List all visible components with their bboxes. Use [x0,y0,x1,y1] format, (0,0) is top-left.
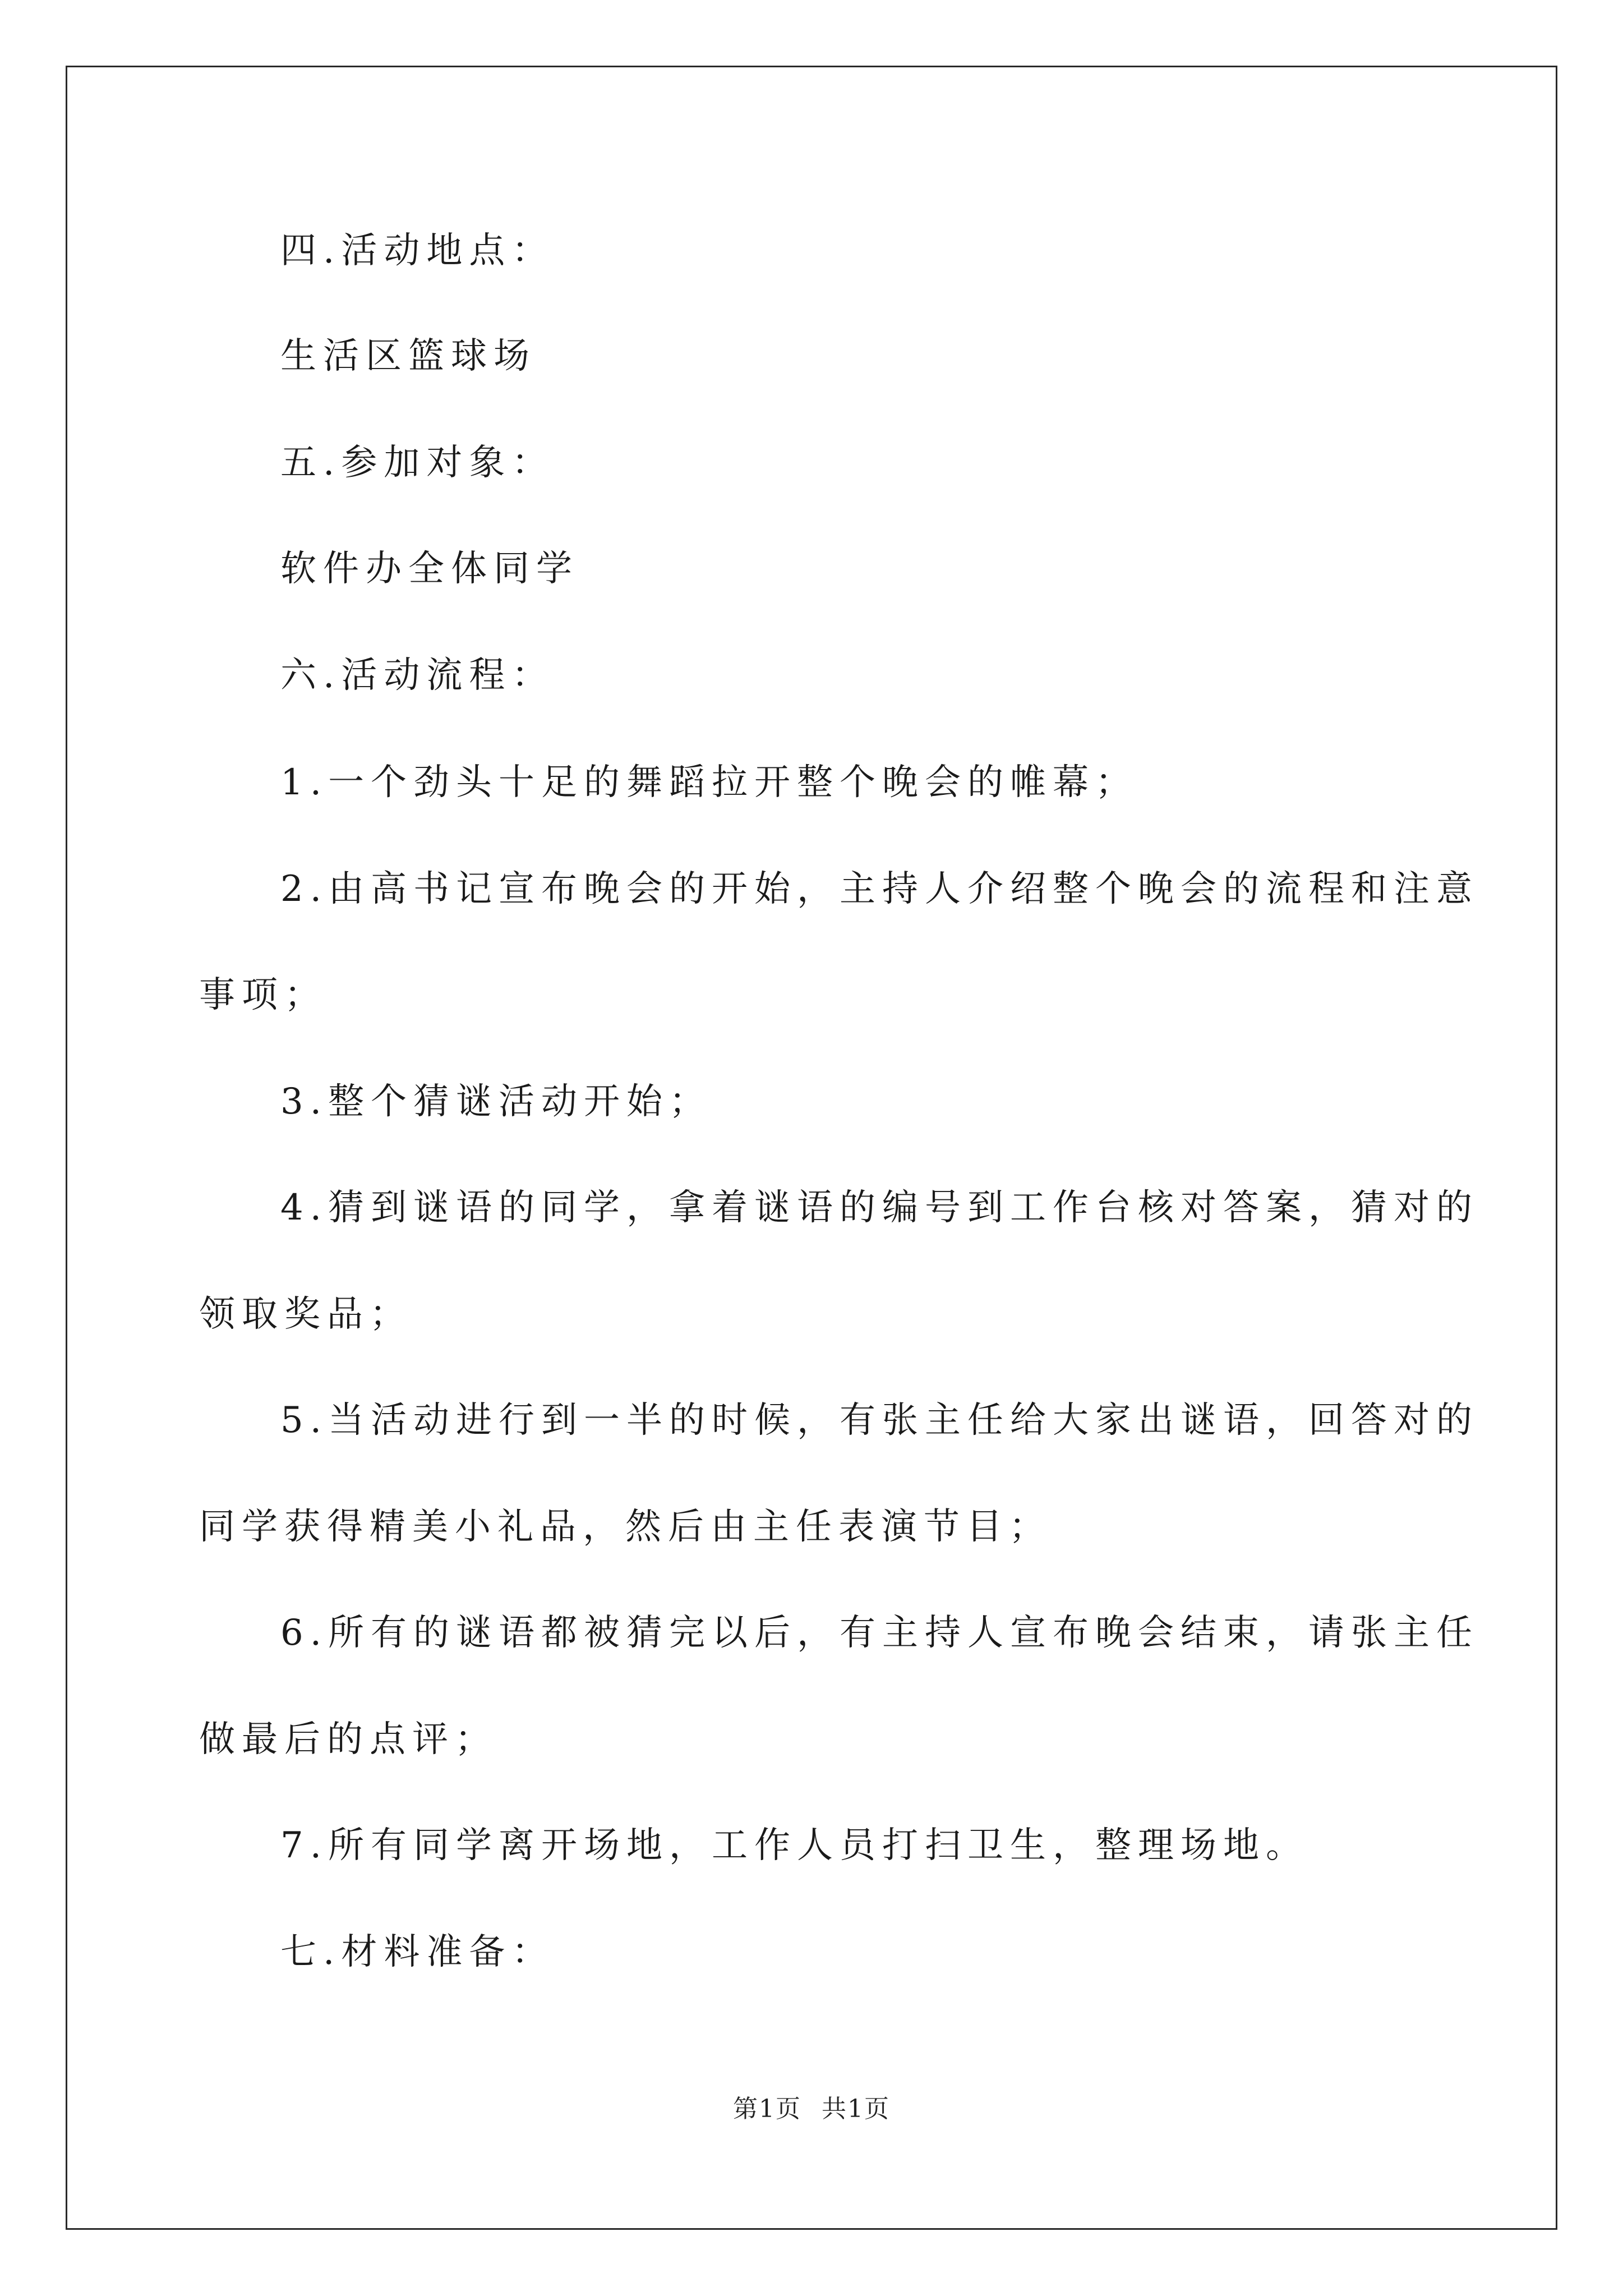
procedure-step-6-cont: 做最后的点评； [199,1719,497,1760]
participants-text: 软件办全体同学 [280,548,579,590]
section-heading-procedure: 六.活动流程： [280,655,555,696]
section-heading-participants: 五.参加对象： [280,442,555,484]
section-heading-materials: 七.材料准备： [280,1931,555,1973]
procedure-step-5-cont: 同学获得精美小礼品，然后由主任表演节目； [199,1506,1052,1548]
page-footer [0,2097,1623,2122]
page-number: 第1页 [733,2095,801,2123]
location-text: 生活区篮球场 [280,335,536,377]
page-border [66,66,1557,2230]
procedure-step-5: 5.当活动进行到一半的时候，有张主任给大家出谜语，回答对的 [280,1400,1479,1441]
procedure-step-7: 7.所有同学离开场地，工作人员打扫卫生，整理场地。 [280,1825,1309,1866]
procedure-step-4: 4.猜到谜语的同学，拿着谜语的编号到工作台核对答案，猜对的 [280,1187,1479,1228]
procedure-step-2: 2.由高书记宣布晚会的开始，主持人介绍整个晚会的流程和注意 [280,868,1479,910]
procedure-step-2-cont: 事项； [199,974,327,1016]
procedure-step-1: 1.一个劲头十足的舞蹈拉开整个晚会的帷幕； [280,762,1138,803]
procedure-step-6: 6.所有的谜语都被猜完以后，有主持人宣布晚会结束，请张主任 [280,1612,1479,1654]
procedure-step-3: 3.整个猜谜活动开始； [280,1081,712,1122]
page-total: 共1页 [822,2095,890,2123]
section-heading-location: 四.活动地点： [280,230,555,272]
procedure-step-4-cont: 领取奖品； [199,1294,412,1335]
